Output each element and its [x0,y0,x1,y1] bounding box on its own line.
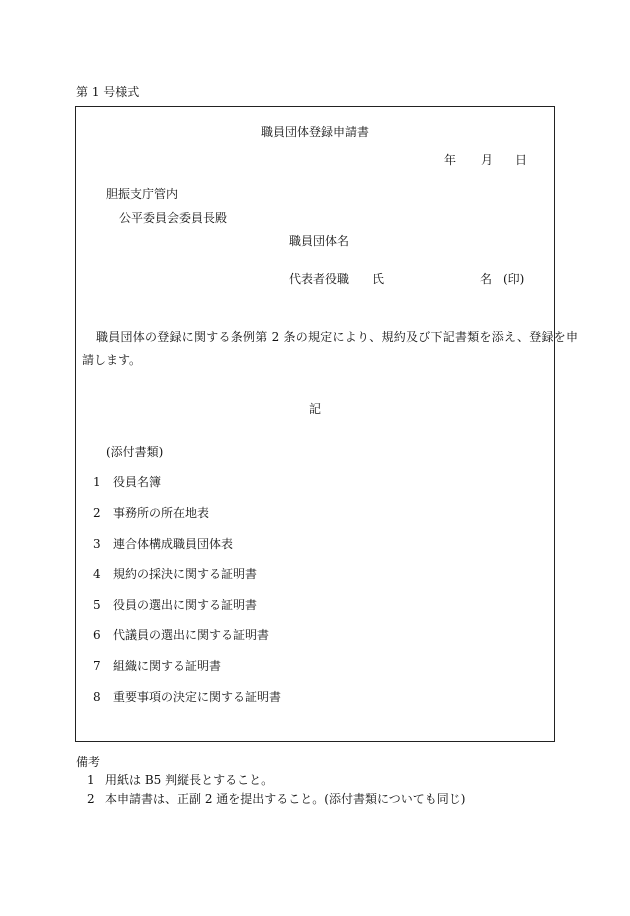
document-title: 職員団体登録申請書 [260,125,369,139]
attachment-text: 事務所の所在地表 [113,506,210,520]
attachment-text: 代議員の選出に関する証明書 [113,628,270,642]
attachment-number: 2 [93,506,101,520]
date-day-label: 日 [515,153,528,167]
attachment-item [93,629,269,641]
attachment-item [93,691,281,703]
addressee-title: 公平委員会委員長殿 [119,211,228,225]
attachment-text: 役員名簿 [113,475,162,489]
attachment-number: 1 [93,475,101,489]
form-number: 第 1 号様式 [76,85,140,99]
seal-mark: (印) [503,272,525,286]
note-number: 1 [87,773,95,787]
attachment-text: 規約の採決に関する証明書 [113,567,258,581]
attachment-item [93,507,209,519]
group-name-label: 職員団体名 [289,234,350,248]
ki-heading: 記 [308,402,321,416]
name-mei-label: 名 [480,272,493,286]
attachment-text: 組織に関する証明書 [113,659,222,673]
body-text-line-1: 職員団体の登録に関する条例第 2 条の規定により、規約及び下記書類を添え、登録を申 [96,330,579,344]
date-month-label: 月 [481,153,494,167]
attachment-text: 重要事項の決定に関する証明書 [113,690,282,704]
note-number: 2 [87,792,95,806]
attachment-item [93,660,221,672]
addressee-office: 胆振支庁管内 [106,187,179,201]
attachment-item [93,599,257,611]
attachment-text: 役員の選出に関する証明書 [113,598,258,612]
name-shi-label: 氏 [372,272,385,286]
notes-heading: 備考 [76,755,101,769]
attachment-item [93,476,161,488]
body-text-line-2: 請します。 [82,353,142,367]
note-text: 用紙は B5 判縦長とすること。 [105,773,274,787]
representative-label: 代表者役職 [289,272,350,286]
attachment-number: 3 [93,537,101,551]
note-item [87,793,465,805]
attachment-number: 6 [93,628,101,642]
attachment-number: 4 [93,567,101,581]
attachment-number: 8 [93,690,101,704]
attachment-number: 7 [93,659,101,673]
note-text: 本申請書は、正副 2 通を提出すること。(添付書類についても同じ) [105,792,466,806]
attachment-item [93,568,257,580]
date-year-label: 年 [444,153,457,167]
form-frame [75,106,555,742]
attachments-heading: (添付書類) [106,445,164,459]
attachment-text: 連合体構成職員団体表 [113,537,234,551]
note-item [87,774,273,786]
attachment-number: 5 [93,598,101,612]
attachment-item [93,538,233,550]
